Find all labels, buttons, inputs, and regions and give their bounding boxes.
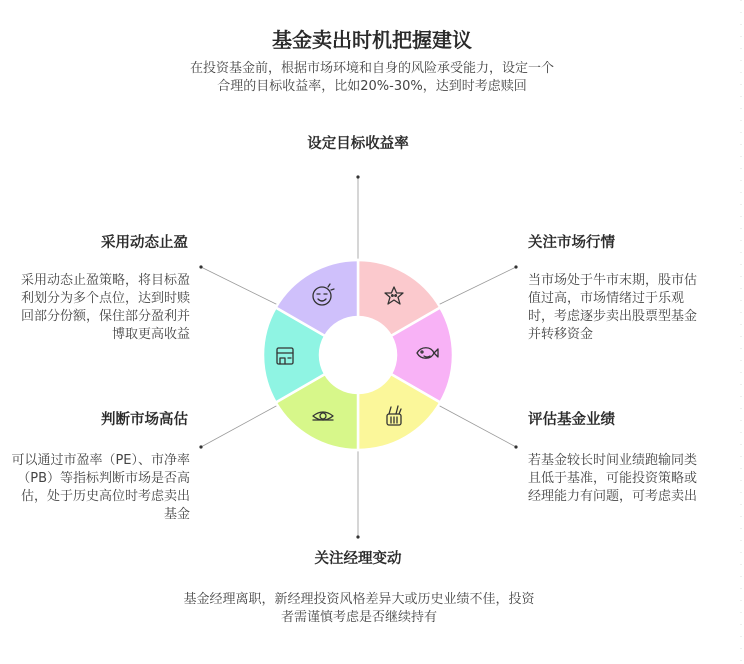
item-desc-fund-performance: 若基金较长时间业绩跑输同类且低于基准，可能投资策略或经理能力有问题，可考虑卖出	[528, 453, 698, 504]
diagram-subtitle: 在投资基金前，根据市场环境和自身的风险承受能力，设定一个合理的目标收益率，比如20%-30%，达到时考虑赎回	[189, 61, 554, 94]
item-desc-market-trend: 当市场处于牛市末期，股市估值过高，市场情绪过于乐观时，考虑逐步卖出股票型基金并转移资金	[528, 273, 698, 342]
connector-dot-bottom	[356, 535, 359, 538]
item-desc-market-overvalued: 可以通过市盈率（PE）、市净率（PB）等指标判断市场是否高估，处于历史高位时考虑卖出基金	[11, 453, 190, 522]
item-label-manager-change: 关注经理变动	[314, 551, 402, 567]
diagram-title: 基金卖出时机把握建议	[272, 28, 472, 52]
item-label-market-overvalued: 判断市场高估	[101, 412, 188, 428]
connector-dot-top	[356, 175, 359, 178]
item-label-market-trend: 关注市场行情	[528, 235, 615, 251]
connector-dot-upper-left	[199, 265, 202, 268]
item-desc-manager-change: 基金经理离职，新经理投资风格差异大或历史业绩不佳，投资者需谨慎考虑是否继续持有	[183, 592, 535, 625]
connector-dot-lower-right	[514, 445, 517, 448]
item-label-fund-performance: 评估基金业绩	[528, 412, 615, 428]
connector-line-lower-left	[201, 405, 278, 447]
item-label-dynamic-profit: 采用动态止盈	[101, 235, 188, 251]
connector-dot-lower-left	[199, 445, 202, 448]
item-desc-dynamic-profit: 采用动态止盈策略，将目标盈利划分为多个点位，达到时赎回部分份额，保住部分盈利并博取更高收益	[20, 273, 190, 342]
connector-line-upper-right	[438, 267, 516, 305]
item-label-target-return: 设定目标收益率	[307, 136, 409, 152]
right-edge-dots	[738, 0, 744, 664]
connector-line-upper-left	[201, 267, 278, 305]
connector-dot-upper-right	[514, 265, 517, 268]
connector-line-lower-right	[438, 405, 516, 447]
